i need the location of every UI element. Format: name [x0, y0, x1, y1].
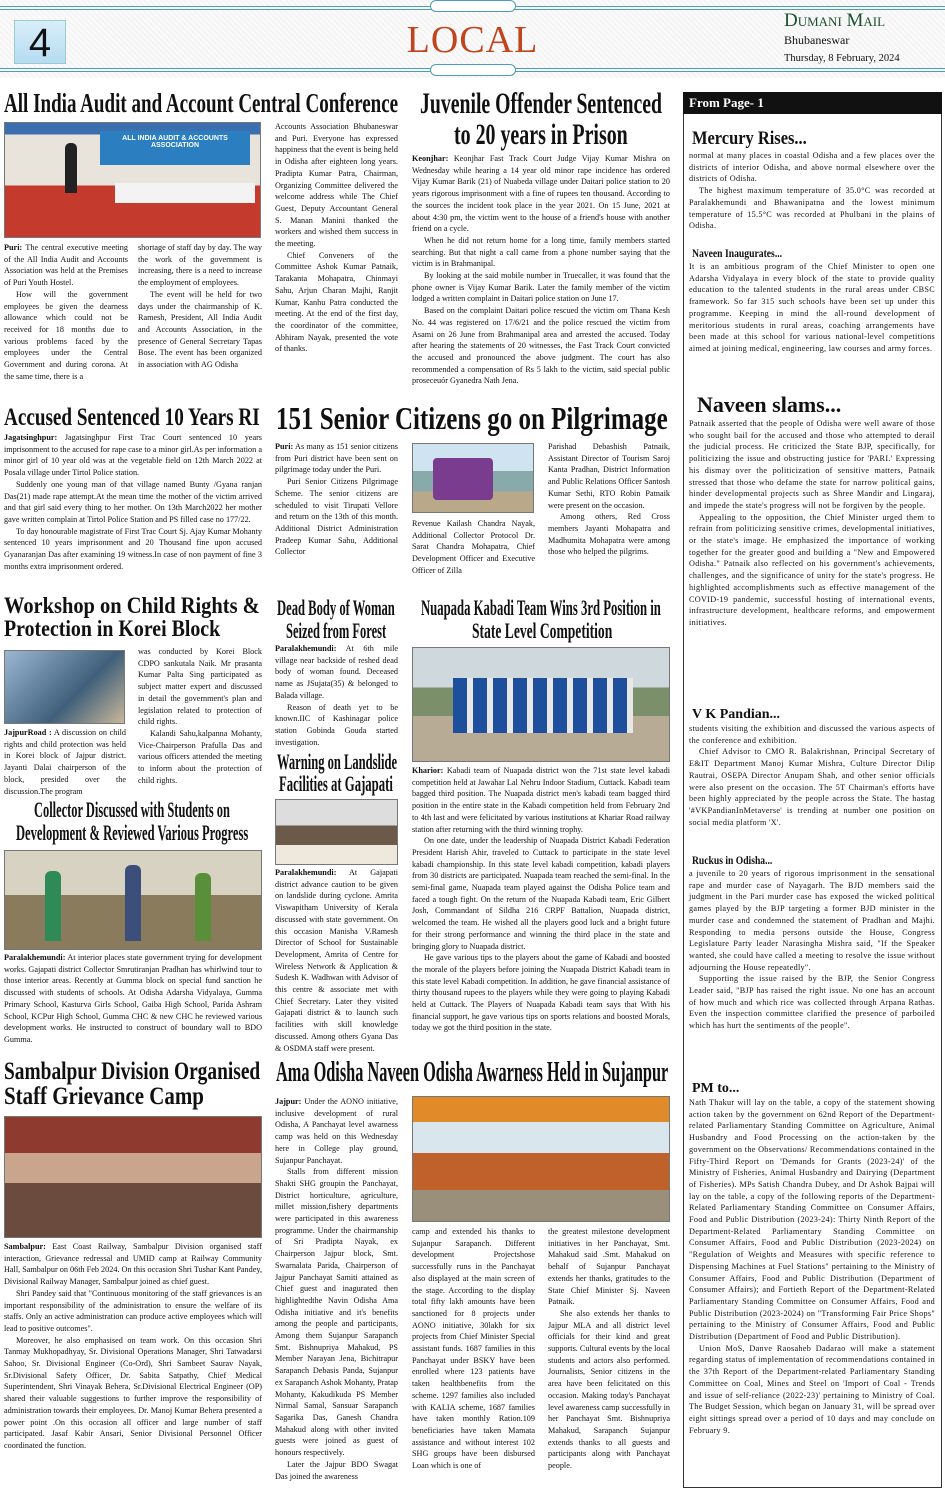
pilgrimage-column-3 — [548, 441, 670, 581]
headline-juvenile-1: Juvenile Offender Sentenced — [420, 87, 662, 120]
paragraph: Parishad Debashish Patnaik, Assistant Director of Tourism Saroj Kanta Pradhan, District Information and Public Relations Officer Santosh Kumar Sethi, RTO Robin Patnaik were present on the occasion. — [548, 442, 670, 510]
section-title: LOCAL — [406, 19, 539, 61]
headline-collector-2: Development & Reviewed Various Progress — [16, 820, 249, 845]
paragraph: Nath Thakur will lay on the table, a copy of the statement showing action taken by the government on 62nd Report of the Department-related Parliamentary Standing Committee on Agriculture, Animal Husbandry and Food Processing on the action-taken by the government on the Observations/ Recommendations contained in the Fifty-Third Report on 'Demands for Grants (2023-24)' of the Ministry of Fisheries, Animal Husbandry and Dairying (Department of Fisheries). MPs Satish Chandra Dubey, and Dr Ashok Bajpai will lay on the table, a copy of the following reports of the Department-Related Parliamentary Standing Committee on Consumer Affairs, Food and Public Distribution (2023-24): Thirty Ninth Report of the Department-Related Parliamentary Standing Committee on Consumer Affairs, Food and Public Distribution (2023-2024) on "Regulation of Weights and Measures with specific reference to Dispensing Machines at Fuel Stations" pertaining to the Ministry of Consumer Affairs, Food and Public Distribution (Department of Consumer Affairs); and Fortieth Report of the Department-Related Parliamentary Standing Committee on Consumer Affairs, Food and Public Distribution (2023-2024) on "Transforming Fair Price Shops" pertaining to the Ministry of Consumer Affairs, Food and Public Distribution (Department of Food and Public Distribution). — [689, 1098, 935, 1342]
paragraph: To day honourable magistrate of First Trac Court Sj. Ajay Kumar Mohanty sentenced 10 years imprisonment and 20 Thousand fine upon accused Gyanaranjan Das after examining 19 witness.In case of non payment of fine 3 months extra imprisonment ordered. — [4, 526, 262, 571]
bus-figure — [433, 458, 493, 500]
student-figure — [45, 871, 61, 941]
headline-audit: All India Audit and Account Central Conference — [4, 88, 399, 118]
photo-pilgrim-bus — [412, 443, 534, 513]
paragraph: By looking at the said mobile number in Truecaller, it was found that the phone owner is Vijay Kumar Barik. Later the family member of the victim lodged a written complaint in Daitari police station on June 17. — [412, 271, 670, 304]
audit-column-2 — [138, 242, 262, 390]
headline-sambalpur-1: Sambalpur Division Organised — [4, 1058, 261, 1085]
workshop-column-1 — [4, 727, 126, 796]
amaodisha-column-1 — [275, 1096, 398, 1491]
paragraph: a juvenile to 20 years of rigorous imprisonment in the sensational rape and murder case of Nayagarh. The BJD members said the judgment in the Pari murder case has exposed the wicked political games played by the BJP targeting a former BJD minister in the murder case and condemned the statement of Pradhan and Majhi. Responding to media persons outside the House, Congress Legislature Party leader Narasingha Mishra said, "If the Speaker wanted, she could have called a meeting to resolve the issue without adjourning the House repeatedly". — [689, 869, 935, 972]
paragraph: Paralakhemundi: At Gajapati district advance caution to be given on landslide during cyclone. Amrita Viswapitham University of Kerala discussed with state government. On this occasion Manisha V.Ramesh Director of School for Sustainable Development, Amrita of Centre for Wireless Network & Application & Sudesh K. Wadhwan with Advisor of this centre & associate met with Chief Secretary. Later they visited Gajapati district & to launch such facilities with skill knowledge discussed. Among others Gyana Das & OSDMA staff were present. — [275, 868, 398, 1053]
edition-city: Bhubaneswar — [784, 33, 850, 47]
ruckus-body — [689, 868, 935, 1072]
amaodisha-column-3 — [548, 1226, 670, 1491]
paragraph: Supporting the issue raised by the BJP, the Senior Congress Leader said, "BJP has raised the right issue. No one has an account of how much and which rice was collected through Arpana Rathas. Even the inspection committee clarified the presence of parboiled which has hurt the sentiments of the people". — [689, 974, 935, 1031]
paragraph: normal at many places in coastal Odisha and a few places over the districts of interior Odisha, and above normal elsewhere over the districts of Odisha. — [689, 151, 935, 184]
paragraph: the greatest milestone development initiatives in her Panchayat, Smt. Mahakud said .Smt. Mahakud on behalf of Sujanpur Panchayat extends her thanks, gratitudes to the State Chief Minister Sj. Naveen Patnaik. — [548, 1227, 670, 1307]
paragraph: When he did not return home for a long time, family members started searching. But that night a call came from a phone number saying that the victim is in Brahmanipal. — [412, 235, 670, 269]
headline-accused: Accused Sentenced 10 Years RI — [4, 404, 260, 431]
headline-landslide-2: Facilities at Gajapati — [279, 771, 393, 796]
pm-body — [689, 1097, 935, 1482]
paragraph: Paralakhemundi: At interior places state government trying for development works. Gajapati district Collector Smrutiranjan Pradhan has whirlwind tour to those interior areas. Recently at Gumma block on special fund sanction he discussed with students of schools. At Odisha Adarsha Vidyalaya, Gumma Primary School, Kasturva Girls School, Gaiba High School, Parida Ashram School, KCPur High School, Gumma CHC & new CHC he reviewed various development works. He instructed to construct of boundary wall to BDO Gumma. — [4, 953, 262, 1044]
ornament — [430, 64, 516, 76]
kabadi-body — [412, 765, 670, 1046]
paragraph: Puri: The central executive meeting of the All India Audit and Accounts Association was held at the Premises of Puri Youth Hostel. — [4, 243, 128, 288]
paragraph: Chief Advisor to CMO R. Balakrishnan, Principal Secretary of E&IT Department Manoj Kumar Mishra, Culture Director Dilip Rautrai, OSEPA Director Anupam Shah, and other senior officials were also present on the occasion. The 5T Chairman's efforts have been highly appreciated by the people across the State. The hastag '#VKPandianInMetaverse' is trending at number one position on social media platform 'X'. — [689, 747, 935, 827]
accused-body — [4, 432, 262, 580]
paragraph: Sambalpur: East Coast Railway, Sambalpur Division organised staff interaction, Grievance redressal and UMID camp at Railway Community Hall, Sambalpur on 06th Feb 2024. On this occasion Shri Tushar Kant Pandey, Divisional Railway Manager, Sambalpur joined as chief guest. — [4, 1242, 262, 1287]
paragraph: She also extends her thanks to Jajpur MLA and all district level officials for their kind and great supports. Cultural events by the local students and actors also performed. Journalists, Senior citizens in the area have been felicitated on this occasion. Making today's Panchayat level awareness camp successfully in her Panchayat Smt. Bishnupriya Mahakud, Sarapanch Sujanpur extends thanks to all guests and participants along with Panchayat people. — [548, 1308, 670, 1471]
paragraph: Chief Conveners of the Committee Ashok Kumar Patnaik, Tarakanta Mohapatra, Chinmayi Sahu, Arjun Charan Majhi, Ranjit Kumar, Kanhu Patra conducted the meeting. At the end of the first day, the coordinator of the committee, Abhiram Nayak, presented the vote of thanks. — [275, 250, 398, 354]
paragraph: Jajpur: Under the AONO initiative, inclusive development of rural Odisha, A Panchayat level awarness camp was held on this Wednesday here in College play ground, Sujanpur Panchayat. — [275, 1097, 398, 1165]
paragraph: camp and extended his thanks to Sujanpur Sarapanch. Different development Projectshose successfully runs in the Panchayat also displayed at the main screen of the stage. According to the display total fifty lakh amounts have been sanctioned for 8 projects under AONO initiative, 30lakh for six projects from Chief Minister Special assistant funds. 1687 families in this Panchayat under BSKY have been enrolled where 123 patients have taken healthbenefits from the scheme. 1297 families also included with KALIA scheme, 1687 families have taken monthly Ration.109 beneficiaries have taken Mamata assistance and without interest 102 SHG groups have been disbursed Loan which is one of — [412, 1227, 535, 1471]
paragraph: Puri Senior Citizens Pilgrimage Scheme. The senior citizens are scheduled to visit Tirupati Vellore and return on the 13th of this month. Additional District Administration Pradeep Kumar Sahu, Additional Collector — [275, 477, 398, 557]
paragraph: Among others, Red Cross members Jayanti Mohapatra and Madhumita Mohapatra were among those who helped the pilgrims. — [548, 512, 670, 557]
collector-body — [4, 952, 262, 1046]
heading-mercury: Mercury Rises... — [692, 128, 807, 149]
from-page-1-header: From Page- 1 — [683, 92, 942, 114]
juvenile-body — [412, 153, 670, 391]
headline-kabadi-1: Nuapada Kabadi Team Wins 3rd Position in — [421, 595, 661, 620]
photo-workshop — [4, 650, 125, 724]
photo-collector-students — [4, 850, 262, 950]
paragraph: shortage of staff day by day. The way the work of the government is increasing, there is a need to increase the employment of employees. — [138, 243, 262, 288]
paragraph: students visiting the exhibition and discussed the various aspects of the conference and exhibition. — [689, 724, 935, 745]
heading-pm: PM to... — [692, 1081, 740, 1096]
headline-kabadi-2: State Level Competition — [472, 618, 613, 643]
paragraph: Jagatsinghpur: Jagatsinghpur First Trac Court sentenced 10 years imprisonment to the accused for rape case to a minor girl.As per information a minor girl of 10 year old was at the vegetable field on 12th March 2022 at Posala village under Tirtol Police station. — [4, 433, 262, 478]
paragraph: Reason of death yet to be known.IIC of Kashinagar police station Gobinda Gouda started investigation. — [275, 702, 398, 747]
photo-landslide-meeting — [275, 799, 398, 865]
paragraph: Later the Jajpur BDO Swagat Das joined the awareness — [275, 1459, 398, 1481]
ornament — [430, 0, 516, 12]
audit-column-1 — [4, 242, 128, 390]
paragraph: Moreover, he also emphasised on team work. On this occasion Shri Tanmay Mukhopadhyay, Sr. Divisional Operations Manager, Shri Tatwadarsi Sahoo, Sr. Divisional Engineer (Co-Ord), Shri Sambeet Saurav Nayak, Sr.Divisional Safety Officer, Dr. Sabita Satpathy, Chief Medical Superintendent, Shri Vinayak Behera, Sr.Divisional Electrical Engineer (OP) shared their valuable suggestions to further improve the responsibility of administration towards their employees. Dr. Manoj Kumar Behera presented a power point .On this occasion all officer and large number of staff participated. Jasaf Kabir Ansari, Senior Divisional Personnel Officer coordinated the function. — [4, 1335, 262, 1450]
paragraph: It is an ambitious program of the Chief Minister to open one Adarsha Vidyalaya in every block of the state to provide quality education to the talented students in the rural areas under CBSC framework. So far 315 such schools have been set up under this programme. Keeping in mind the all-round development of meritorious students in rural areas, coaching arrangements have been made at this school for various national-level competitions aimed at joining medical, engineering, law courses and army forces. — [689, 262, 935, 353]
paragraph: JajpurRoad : A discussion on child rights and child protection was held in Korei block of Jajpur district. Jayanti Dalai chairperson of the block, presided over the discussion.The program — [4, 728, 126, 796]
photo-amaodisha-event — [412, 1096, 670, 1222]
headline-collector-1: Collector Discussed with Students on — [34, 797, 230, 822]
deadbody-body — [275, 643, 398, 745]
headline-deadbody-2: Seized from Forest — [286, 618, 387, 643]
paragraph: Kharior: Kabadi team of Nuapada district won the 71st state level kabadi competition held at Jawahar Lal Nehru Indoor Stadium, Cuttack. Kabadi team bagged third position. The Nuapada district men's kabadi team bagged third position in the entire state in the Kabadi competition held from February 2nd to 4th last and were felicitated by various institutions at Khariar Road railway station after returning with the third winning trophy. — [412, 766, 670, 834]
pilgrimage-column-1 — [275, 441, 398, 581]
paragraph: Accounts Association Bhubaneswar and Puri. Everyone has expressed happiness that the event is being held in Odisha after eighteen long years. Pradipta Kumar Patra, Chairman, Organizing Committee delivered the welcome address while The Chief Guest, Deputy Accountant General S. Manan Manini thanked the workers and wished them success in the meeting. — [275, 122, 398, 249]
collector-figure — [125, 865, 141, 941]
heading-inaugurates: Naveen Inaugurates... — [692, 246, 783, 260]
pandian-body — [689, 723, 935, 843]
paragraph: Shri Pandey said that "Continuous monitoring of the staff grievances is an important responsibility of the administration to ensure the welfare of its staffs. Only an active administration can produce active employees which will lead to positive outcomes". — [4, 1288, 262, 1333]
speaker-figure — [65, 143, 77, 193]
audit-column-3 — [275, 121, 398, 391]
headline-juvenile-2: to 20 years in Prison — [454, 118, 628, 151]
paragraph: Patnaik asserted that the people of Odisha were well aware of those who sought bail for the accused and those who attempted to derail the judicial process. He criticized the State BJP, specifically, for politicizing the issue and obstructing justice for 'PARI.' Expressing his dismay over the politicization of sensitive matters, Patnaik stressed that those who defame the state for narrow political gains, hinder developmental projects such as Shree Mandir and Lingaraj, and impede the state's progress will not be forgiven by the people. — [689, 419, 935, 510]
headline-pilgrimage: 151 Senior Citizens go on Pilgrimage — [276, 400, 668, 436]
slams-body — [689, 418, 935, 695]
photo-sambalpur-camp — [4, 1116, 262, 1238]
headline-landslide-1: Warning on Landslide — [277, 749, 398, 774]
paragraph: He gave various tips to the players about the game of Kabadi and boosted the morale of the players before joining the Nuapada District Kabadi team in this state level Kabadi competition. In addition, he gave financial assistance of thirty thousand rupees to the players while they were going to playing Kabadi held at Cuttack. The Players of Nuapada Kabadi team says that With his financial support, he gave various tips on sports relations and boosted Morals, today we got the third position in the state. — [412, 953, 670, 1033]
headline-sambalpur-2: Staff Grievance Camp — [4, 1083, 204, 1110]
paragraph: Puri: As many as 151 senior citizens from Puri district have been sent on pilgrimage today under the Puri. — [275, 442, 398, 475]
paragraph: Union MoS, Danve Raosaheb Dadarao will make a statement regarding status of implementation of recommendations contained in the 37th Report of the Department-related Parliamentary Standing Committee on Coal, Mines and Steel on 'Import of Coal - Trends and issue of self-reliance (2022-23)' pertaining to Ministry of Coal. The Budget Session, which began on January 31, will be spread over eight sittings spread over a period of 10 days and may conclude on February 9. — [689, 1343, 935, 1435]
amaodisha-column-2 — [412, 1226, 535, 1491]
inaugurates-body — [689, 261, 935, 381]
paragraph: Kalandi Sahu,kalpanna Mohanty, Vice-Chairperson Prafulla Das and various officers attended the meeting to inform about the protection of child rights. — [138, 728, 262, 785]
newspaper-name: Dumani Mail — [784, 10, 886, 31]
heading-naveen-slams: Naveen slams... — [697, 392, 842, 417]
team-players — [453, 678, 633, 733]
paragraph: Revenue Kailash Chandra Nayak, Additional Collector Protocol Dr. Sarat Chandra Mohapatra, Chief Development Officer and Executive Officer of Zilla — [412, 519, 535, 575]
headline-workshop-1: Workshop on Child Rights & — [4, 593, 260, 618]
paragraph: Paralakhemundi: At 6th mile village near backside of reshed dead body of woman found. Deceased name as JSujata(35) & belonged to Balada village. — [275, 644, 398, 700]
dais-table — [115, 183, 255, 203]
conference-banner: ALL INDIA AUDIT & ACCOUNTS ASSOCIATION — [100, 131, 250, 165]
paragraph: was conducted by Korei Block CDPO sankutala Naik. Mr prasanta Kumar Palta Sing participated as subject matter expert and discussed in detail the government's plan and legislation related to protection of child rights. — [138, 647, 262, 727]
photo-kabadi-team — [412, 647, 670, 762]
paragraph: Suddenly one young man of that village named Bunty /Gyana ranjan Das(21) made rape attempt.At the mean time the mother of the victim arrived and that girl said every thing to her mother. On 13th March2022 her mother gave written complain at Tirtol Police Station and PS filled case no 177/22. — [4, 479, 262, 524]
pilgrimage-column-2 — [412, 518, 535, 580]
heading-ruckus: Ruckus in Odisha... — [692, 853, 773, 867]
page-number: 4 — [14, 20, 66, 64]
photo-audit-conference — [4, 122, 261, 238]
paragraph: Keonjhar: Keonjhar Fast Track Court Judge Vijay Kumar Mishra on Wednesday while hearing a 14 year old minor rape incidence has ordered Vijay Kumar Barik (21) of Nuabeda village under Daitari police station to 20 years rigorous imprisonment with a fine of rupees ten thousand. According to the sources the incident took place in the year 2021. On 15 June, 2021 at about 4:30 pm, the victim went to the house of a friend's house with another friend on a cycle. — [412, 154, 670, 234]
headline-deadbody-1: Dead Body of Woman — [277, 595, 395, 620]
paragraph: Based on the complaint Daitari police rescued the victim om Thana Kesh No. 44 was registered on 17/6/21 and the police rescued the victim from Asami on 26 June from Brahmanipal area and arrested the accused. Today after hearing the statements of 20 witnesses, the Fast Track Court convicted the accused and pronounced the above judgment. The court has also recommended a compensation of Rs 5 lakh to the victim, said special public prosecеuór Gyanedra Nath Jena. — [412, 306, 670, 386]
paragraph: Stalls from different mission Shakti SHG groupin the Panchayat, District horticulture, agriculture, millet mission,fishery departments were participated in this awareness programme. Under the chairmanship of Sri Pradipta Nayak, ex Chairperson Jajpur block, Smt. Swarnalata Parida, Chairperson of Jajpur Panchayat Samiti attained as Chief guest and inagurated then highlightedthe Navin Odisha Ama Odisha initiative and it's benefits among the people and participants, Among them Sujanpur Sarapanch Smt. Bishnupriya Mahakud, PS Member Narayan Jena, Bichitrapur Sarapanch Debasis Panda, Sujanpur ex Sarapanch Ashok Mohanty, Pratap Mohanty, Kakudikuda PS Member Nirmal Samal, Sansuar Sarapanch Sagarika Das, Ganesh Chandra Mahakud along with other invited guests were joined as guest of honours respectively. — [275, 1167, 398, 1458]
heading-pandian: V K Pandian... — [692, 707, 781, 722]
paragraph: Appealing to the opposition, the Chief Minister urged them to refrain from politicizing sensitive crimes, developmental initiatives, or the state's image. He emphasized the importance of working together for the greater good and building a "New and Empowered Odisha." Patnaik also reflected on his government's achievements, challenges, and the significance of unity for the state's progress. He highlighted accomplishments such as effective management of the COVID-19 pandemic, successful hosting of international events, infrastructure development, healthcare reforms, and empowerment initiatives. — [689, 512, 935, 627]
paragraph: How will the government employees be given the dearness allowance which could not be received for 18 months due to various problems faced by the employees under the Central Government and during corona. At the same time, there is a — [4, 289, 128, 381]
workshop-column-2 — [138, 646, 262, 793]
mercury-body — [689, 150, 935, 242]
landslide-body — [275, 867, 398, 1053]
paragraph: On one date, under the leadership of Nuapada District Kabadi Federation President Harish Ahir, traveled to Cuttack to participate in the state level kabadi championship. In this state level kabadi competition, kabadi players from 30 districts are participated. Nuapada team reached the semi-final. In the semi-final game, Nuapada team played against the Odisha Police team and faced a tough fight. On the return of the Nuapada Kabadi team, Eric Gilbert Josh, Commandant of Sildha 216 CRPF Battalion, Nuapada district, welcomed the team. He wished all the players good luck and a bright future for their strong performance and winning the third place in the state and bringing glory to Nuapada district. — [412, 836, 670, 951]
paragraph: The event will be held for two days under the chairmanship of K. Ramesh, President, All India Audit and Accounts Association, in the presence of General Secretary Tapas Bose. The event has been organized in association with AG Odisha — [138, 289, 262, 370]
student-figure — [195, 873, 211, 941]
paragraph: The highest maximum temperature of 35.0°C was recorded at Paralakhemundi and Bhawanipatna and the lowest minimum temperature of 15.5°C was recorded at Phulbani in the plains of Odisha. — [689, 186, 935, 231]
sambalpur-body — [4, 1241, 262, 1491]
edition-date: Thursday, 8 February, 2024 — [784, 53, 900, 64]
headline-workshop-2: Protection in Korei Block — [4, 616, 221, 641]
headline-amaodisha: Ama Odisha Naveen Odisha Awarness Held in Sujanpur — [276, 1057, 669, 1088]
